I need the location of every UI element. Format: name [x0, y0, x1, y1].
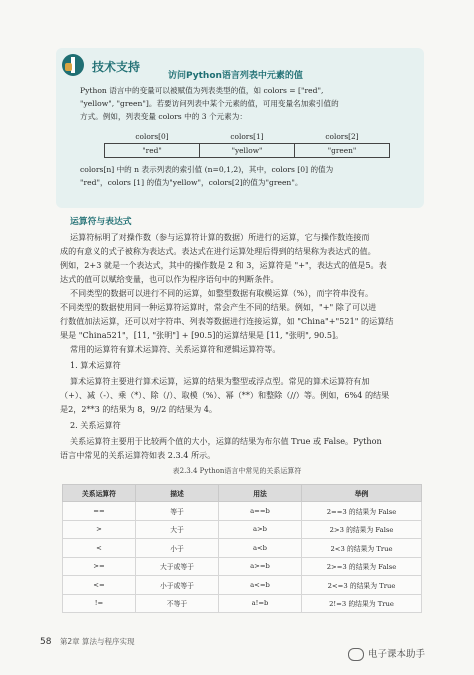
table-cell: 不等于 [136, 594, 219, 613]
table-cell: colors[0] [135, 132, 169, 141]
table-header-cell: 举例 [302, 485, 422, 502]
table-cell: a==b [219, 502, 302, 521]
text-line: 不同类型的数据可以进行不同的运算，如整型数据有取模运算（%），而字符串没有。 [70, 288, 374, 298]
text-line: 关系运算符主要用于比较两个值的大小，运算的结果为布尔值 True 或 False。Python [70, 436, 382, 446]
text-line: 方式。例如，列表变量 colors 中的 3 个元素为： [80, 112, 247, 121]
table-cell: > [63, 520, 136, 539]
table-cell: 2<3 的结果为 True [302, 539, 422, 558]
text-line: 行数值加法运算，还可以对字符串、列表等数据进行连接运算，如 "China"+"521" 的运算结 [60, 316, 394, 326]
table-cell: colors[1] [230, 132, 264, 141]
text-line: 常用的运算符有算术运算符、关系运算符和逻辑运算符等。 [70, 344, 281, 354]
table-row [63, 557, 422, 576]
table-cell: a>b [219, 520, 302, 539]
table-cell: a>=b [219, 557, 302, 576]
table-cell: 2==3 的结果为 False [302, 502, 422, 521]
subsection-title-arithmetic: 1. 算术运算符 [70, 360, 121, 370]
colors-table-header-row [105, 130, 390, 144]
table-cell: "yellow" [200, 144, 295, 158]
text-line: 例如，2+3 就是一个表达式，其中的操作数是 2 和 3，运算符是 "+"，表达式的值是5。表 [60, 260, 387, 270]
tech-paragraph-2 [80, 163, 400, 189]
table-cell: a!=b [219, 594, 302, 613]
text-line: 成的有意义的式子被称为表达式。表达式在进行运算处理后得到的结果称为表达式的值。 [60, 246, 376, 256]
text-line: 语言中常见的关系运算符如表 2.3.4 所示。 [60, 450, 216, 460]
table-cell: != [63, 594, 136, 613]
brand-watermark [348, 646, 425, 661]
table-cell: >= [63, 557, 136, 576]
wechat-icon [348, 648, 364, 661]
text-line: "yellow", "green"]。若要访问列表中某个元素的值，可用变量名加索引值的 [80, 99, 339, 108]
brand-label: 电子课本助手 [368, 649, 426, 660]
table-cell: 2<=3 的结果为 True [302, 576, 422, 595]
colors-table [104, 130, 390, 158]
tech-support-subtitle: 访问Python语言列表中元素的值 [168, 71, 303, 81]
table-cell: "red" [105, 144, 200, 158]
chapter-title: 第2章 算法与程序实现 [59, 637, 135, 646]
table-cell: "green" [295, 144, 390, 158]
tech-support-title: 技术支持 [92, 60, 141, 74]
table-header-cell: 描述 [136, 485, 219, 502]
table-cell: 大于 [136, 520, 219, 539]
text-line: 达式的值可以赋给变量，也可以作为程序语句中的判断条件。 [60, 274, 279, 284]
table-cell: < [63, 539, 136, 558]
table-row [63, 594, 422, 613]
table-cell: 2>=3 的结果为 False [302, 557, 422, 576]
text-line: 运算符标明了对操作数（参与运算符计算的数据）所进行的运算，它与操作数连接而 [70, 232, 370, 242]
table-cell: 大于或等于 [136, 557, 219, 576]
text-line: Python 语言中的变量可以被赋值为列表类型的值，如 colors = ["red", [80, 86, 324, 95]
table-caption: 表2.3.4 Python语言中常见的关系运算符 [172, 467, 302, 475]
text-line: 算术运算符主要进行算术运算，运算的结果为整型或浮点型。常见的算术运算符有加 [70, 376, 370, 386]
tech-support-logo-icon [62, 54, 84, 76]
tech-paragraph-1 [80, 84, 400, 123]
section-heading: 运算符与表达式 [70, 217, 132, 227]
text-line: colors[n] 中的 n 表示列表的索引值 (n=0,1,2)，其中，colors [0] 的值为 [80, 165, 334, 174]
table-cell: colors[2] [325, 132, 359, 141]
table-header-row [63, 485, 422, 502]
text-line: 是2，2**3 的结果为 8，9//2 的结果为 4。 [60, 404, 218, 414]
relational-operators-table [62, 484, 422, 613]
text-line: （+）、减（-）、乘（*）、除（/）、取模（%）、幂（**）和整除（//）等。例如，6%4 的结果 [60, 390, 390, 400]
page-number: 58 [40, 637, 52, 647]
table-row [63, 520, 422, 539]
table-cell: a<=b [219, 576, 302, 595]
text-line: "red"，colors [1] 的值为"yellow"，colors[2]的值为"green"。 [80, 178, 303, 187]
table-row [63, 502, 422, 521]
subsection-title-relational: 2. 关系运算符 [70, 420, 121, 430]
text-line: 果是 "China521"，[11, "张明"] + [90.5]的运算结果是 [11, "张明", 90.5]。 [60, 330, 344, 340]
colors-table-value-row [105, 144, 390, 158]
text-line: 不同类型的数据使用同一种运算符运算时，常会产生不同的结果。例如，"+" 除了可以进 [60, 302, 377, 312]
table-cell: 小于或等于 [136, 576, 219, 595]
table-cell: a<b [219, 539, 302, 558]
table-header-cell: 关系运算符 [63, 485, 136, 502]
table-row [63, 539, 422, 558]
table-cell: == [63, 502, 136, 521]
table-cell: 2>3 的结果为 False [302, 520, 422, 539]
table-cell: <= [63, 576, 136, 595]
table-cell: 等于 [136, 502, 219, 521]
table-row [63, 576, 422, 595]
table-cell: 小于 [136, 539, 219, 558]
table-cell: 2!=3 的结果为 True [302, 594, 422, 613]
page-footer [40, 636, 135, 647]
table-header-cell: 用法 [219, 485, 302, 502]
